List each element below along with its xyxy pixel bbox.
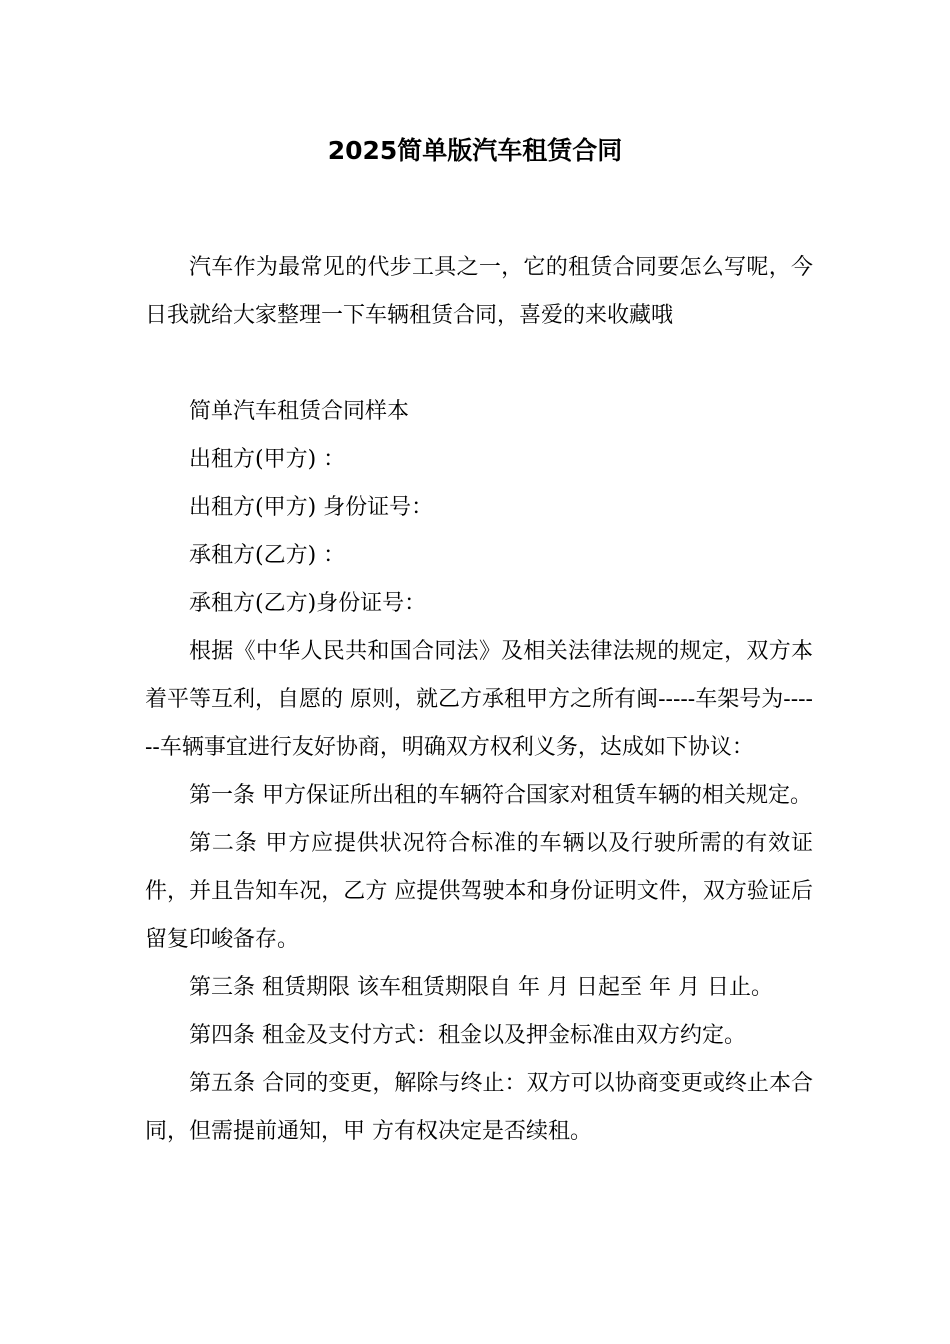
- lessor-id-line: 出租方(甲方) 身份证号：: [189, 495, 434, 520]
- preamble-paragraph: 根据《中华人民共和国合同法》及相关法律法规的规定，双方本着平等互利，自愿的 原则，就乙方承租甲方之所有闽-----车架号为------车辆事宜进行友好协商，明确双方权利义务，达成如下协议：: [145, 639, 813, 760]
- lessee-line: 承租方(乙方) ：: [189, 543, 346, 568]
- lessor-line: 出租方(甲方) ：: [189, 447, 346, 472]
- lessee-id-line: 承租方(乙方)身份证号：: [189, 591, 427, 616]
- intro-block: [145, 244, 813, 340]
- article-5: 第五条 合同的变更，解除与终止：双方可以协商变更或终止本合同，但需提前通知，甲 方有权决定是否续租。: [145, 1071, 813, 1144]
- document-title: 2025简单版汽车租赁合同: [327, 136, 623, 165]
- article-3: 第三条 租赁期限 该车租赁期限自 年 月 日起至 年 月 日止。: [189, 975, 773, 1000]
- contract-body: [145, 388, 813, 1156]
- article-4: 第四条 租金及支付方式：租金以及押金标准由双方约定。: [189, 1023, 746, 1048]
- article-2: 第二条 甲方应提供状况符合标准的车辆以及行驶所需的有效证件，并且告知车况，乙方 应提供驾驶本和身份证明文件，双方验证后留复印峻备存。: [145, 831, 813, 952]
- sample-heading: 简单汽车租赁合同样本: [189, 399, 410, 424]
- article-1: 第一条 甲方保证所出租的车辆符合国家对租赁车辆的相关规定。: [189, 783, 812, 808]
- intro-paragraph: 汽车作为最常见的代步工具之一，它的租赁合同要怎么写呢，今日我就给大家整理一下车辆租赁合同，喜爱的来收藏哦: [145, 255, 813, 328]
